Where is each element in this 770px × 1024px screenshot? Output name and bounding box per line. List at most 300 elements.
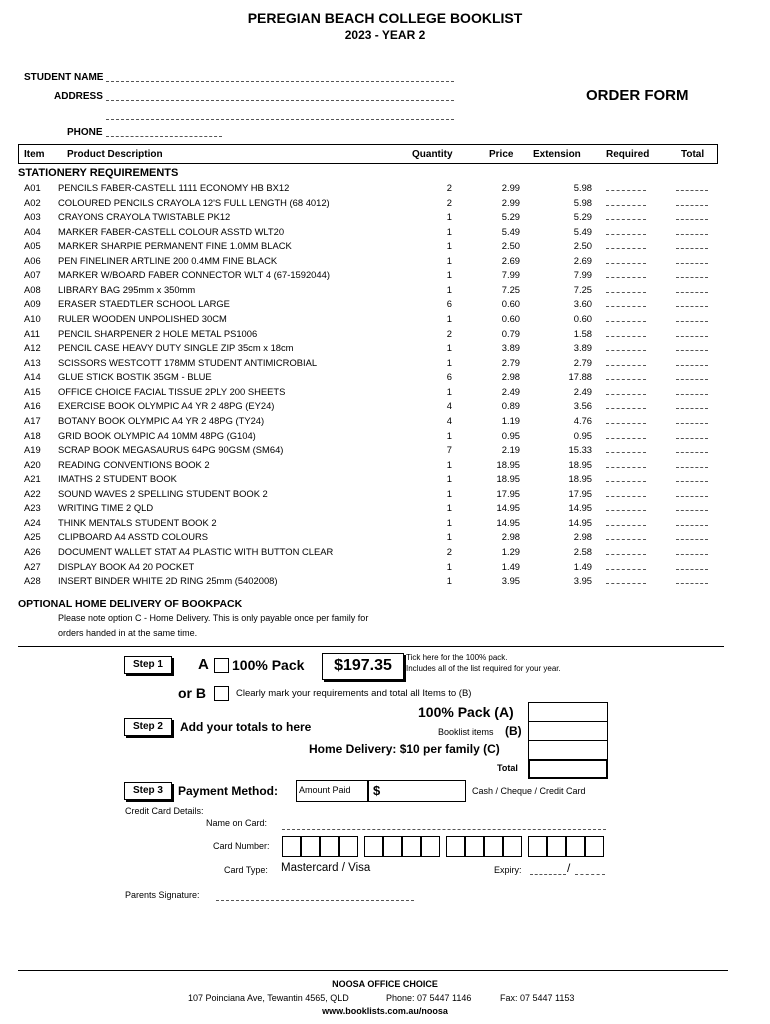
total-field[interactable] — [676, 321, 708, 322]
item-quantity: 1 — [446, 313, 452, 325]
item-quantity: 1 — [446, 269, 452, 281]
required-field[interactable] — [606, 190, 646, 191]
footer-fax: Fax: 07 5447 1153 — [500, 993, 575, 1003]
table-row — [0, 342, 770, 357]
item-description: SCRAP BOOK MEGASAURUS 64PG 90GSM (SM64) — [58, 444, 284, 456]
item-price: 2.98 — [501, 371, 520, 383]
step2-label: Step 2 — [124, 718, 172, 736]
total-field[interactable] — [676, 219, 708, 220]
card-digit-box[interactable] — [446, 836, 465, 857]
item-price: 7.25 — [501, 283, 520, 295]
table-row — [0, 371, 770, 386]
required-field[interactable] — [606, 438, 646, 439]
item-price: 1.19 — [501, 414, 520, 426]
table-row — [0, 269, 770, 284]
item-extension: 17.95 — [568, 487, 592, 499]
add-totals-label: Add your totals to here — [180, 720, 312, 734]
item-description: SCISSORS WESTCOTT 178MM STUDENT ANTIMICROBIAL — [58, 356, 318, 368]
item-price: 0.60 — [501, 298, 520, 310]
item-extension: 1.58 — [573, 327, 592, 339]
total-field[interactable] — [676, 496, 708, 497]
total-field[interactable] — [676, 336, 708, 337]
card-digit-box[interactable] — [320, 836, 339, 857]
table-row — [0, 298, 770, 313]
item-extension: 3.56 — [573, 400, 592, 412]
required-field[interactable] — [606, 205, 646, 206]
item-extension: 2.50 — [573, 240, 592, 252]
item-price: 2.50 — [501, 240, 520, 252]
card-digit-box[interactable] — [364, 836, 383, 857]
total-field[interactable] — [676, 292, 708, 293]
required-field[interactable] — [606, 263, 646, 264]
footer-website[interactable]: www.booklists.com.au/noosa — [322, 1006, 448, 1016]
total-field[interactable] — [676, 190, 708, 191]
item-price: 14.95 — [496, 516, 520, 528]
item-extension: 14.95 — [568, 516, 592, 528]
item-quantity: 1 — [446, 342, 452, 354]
required-field[interactable] — [606, 423, 646, 424]
total-field[interactable] — [676, 234, 708, 235]
col-total: Total — [681, 149, 705, 160]
student-name-field[interactable] — [106, 81, 454, 82]
card-number-label: Card Number: — [213, 841, 270, 851]
col-item: Item — [24, 149, 45, 160]
item-extension: 4.76 — [573, 414, 592, 426]
delivery-heading: OPTIONAL HOME DELIVERY OF BOOKPACK — [18, 598, 243, 610]
divider — [18, 646, 724, 647]
item-price: 1.29 — [501, 546, 520, 557]
item-price: 2.99 — [501, 182, 520, 193]
item-quantity: 2 — [446, 546, 452, 557]
student-name-label: STUDENT NAME — [24, 72, 104, 83]
item-description: EXERCISE BOOK OLYMPIC A4 YR 2 48PG (EY24) — [58, 400, 275, 412]
item-quantity: 1 — [446, 473, 452, 485]
item-description: GLUE STICK BOSTIK 35GM - BLUE — [58, 371, 212, 383]
item-code: A11 — [24, 327, 40, 339]
item-description: PENCIL CASE HEAVY DUTY SINGLE ZIP 35cm x 18cm — [58, 342, 294, 354]
total-field[interactable] — [676, 394, 708, 395]
address-label: ADDRESS — [54, 91, 103, 102]
item-price: 2.49 — [501, 385, 520, 397]
table-row — [0, 240, 770, 255]
item-extension: 3.60 — [573, 298, 592, 310]
required-field[interactable] — [606, 277, 646, 278]
table-row — [0, 182, 770, 197]
item-code: A17 — [24, 414, 41, 426]
total-field[interactable] — [676, 467, 708, 468]
required-field[interactable] — [606, 583, 646, 584]
booklist-items-label: Booklist items — [438, 727, 494, 737]
table-row — [0, 459, 770, 474]
total-field[interactable] — [676, 205, 708, 206]
required-field[interactable] — [606, 350, 646, 351]
total-field[interactable] — [676, 408, 708, 409]
required-field[interactable] — [606, 292, 646, 293]
required-field[interactable] — [606, 496, 646, 497]
item-description: IMATHS 2 STUDENT BOOK — [58, 473, 177, 485]
card-type-value: Mastercard / Visa — [281, 862, 371, 874]
card-digit-box[interactable] — [484, 836, 503, 857]
item-price: 14.95 — [496, 502, 520, 514]
card-digit-box[interactable] — [528, 836, 547, 857]
b-letter: (B) — [505, 724, 522, 738]
item-quantity: 2 — [446, 327, 452, 339]
amount-paid-input[interactable] — [368, 780, 466, 802]
required-field[interactable] — [606, 510, 646, 511]
expiry-month-field[interactable] — [530, 874, 566, 875]
cc-details-label: Credit Card Details: — [125, 806, 204, 816]
required-field[interactable] — [606, 336, 646, 337]
item-description: BOTANY BOOK OLYMPIC A4 YR 2 48PG (TY24) — [58, 414, 265, 426]
item-quantity: 6 — [446, 371, 452, 383]
item-code: A10 — [24, 313, 41, 325]
table-row — [0, 211, 770, 226]
payment-options: Cash / Cheque / Credit Card — [472, 786, 586, 796]
home-delivery-label: Home Delivery: $10 per family (C) — [309, 742, 500, 756]
item-extension: 3.95 — [573, 575, 592, 587]
item-description: MARKER SHARPIE PERMANENT FINE 1.0MM BLACK — [58, 240, 292, 252]
item-extension: 14.95 — [568, 502, 592, 514]
item-extension: 5.98 — [573, 196, 592, 208]
item-extension: 18.95 — [568, 473, 592, 485]
table-row — [0, 284, 770, 299]
tick-note-2: Includes all of the list required for your year. — [406, 664, 561, 673]
total-field[interactable] — [676, 248, 708, 249]
table-row — [0, 561, 770, 576]
option-b-letter: or B — [178, 685, 206, 701]
table-row — [0, 430, 770, 445]
card-digit-box[interactable] — [402, 836, 421, 857]
table-row — [0, 328, 770, 343]
required-field[interactable] — [606, 321, 646, 322]
required-field[interactable] — [606, 365, 646, 366]
required-field[interactable] — [606, 452, 646, 453]
item-code: A27 — [24, 560, 41, 572]
required-field[interactable] — [606, 539, 646, 540]
total-field[interactable] — [676, 525, 708, 526]
col-required: Required — [606, 149, 650, 160]
item-code: A22 — [24, 487, 41, 499]
item-description: READING CONVENTIONS BOOK 2 — [58, 458, 210, 470]
pack-price-box — [322, 653, 404, 680]
item-code: A07 — [24, 269, 41, 281]
expiry-separator: / — [567, 861, 571, 875]
item-quantity: 1 — [446, 385, 452, 397]
item-quantity: 1 — [446, 487, 452, 499]
pack-a-input[interactable] — [528, 702, 608, 722]
item-code: A23 — [24, 502, 41, 514]
footer-address: 107 Poinciana Ave, Tewantin 4565, QLD — [188, 993, 349, 1003]
item-code: A12 — [24, 342, 41, 354]
delivery-note-2: orders handed in at the same time. — [58, 628, 198, 638]
item-code: A09 — [24, 298, 41, 310]
required-field[interactable] — [606, 234, 646, 235]
card-digit-box[interactable] — [566, 836, 585, 857]
item-price: 2.69 — [501, 254, 520, 266]
option-b-checkbox[interactable] — [214, 686, 229, 701]
item-price: 0.79 — [501, 327, 520, 339]
required-field[interactable] — [606, 554, 646, 555]
table-row — [0, 488, 770, 503]
item-price: 18.95 — [496, 458, 520, 470]
item-extension: 7.99 — [573, 269, 592, 281]
table-row — [0, 357, 770, 372]
item-code: A16 — [24, 400, 41, 412]
col-price: Price — [489, 149, 514, 160]
total-field[interactable] — [676, 452, 708, 453]
item-code: A20 — [24, 458, 41, 470]
signature-field[interactable] — [216, 900, 414, 901]
pack-a-label: 100% Pack (A) — [418, 704, 514, 720]
item-code: A28 — [24, 575, 41, 587]
item-quantity: 2 — [446, 196, 452, 208]
table-row — [0, 575, 770, 590]
item-code: A21 — [24, 473, 41, 485]
item-extension: 2.69 — [573, 254, 592, 266]
item-description: CLIPBOARD A4 ASSTD COLOURS — [58, 531, 209, 543]
item-price: 1.49 — [501, 560, 520, 572]
expiry-label: Expiry: — [494, 865, 522, 875]
item-price: 5.49 — [501, 225, 520, 237]
card-digit-box[interactable] — [547, 836, 566, 857]
item-code: A08 — [24, 283, 41, 295]
item-code: A01 — [24, 182, 41, 193]
item-description: MARKER W/BOARD FABER CONNECTOR WLT 4 (67-1592044) — [58, 269, 330, 281]
item-code: A14 — [24, 371, 41, 383]
signature-label: Parents Signature: — [125, 890, 200, 900]
dollar-sign: $ — [373, 783, 381, 798]
item-price: 0.95 — [501, 429, 520, 441]
required-field[interactable] — [606, 306, 646, 307]
table-row — [0, 517, 770, 532]
total-field[interactable] — [676, 306, 708, 307]
option-a-checkbox[interactable] — [214, 658, 229, 673]
card-digit-box[interactable] — [339, 836, 358, 857]
total-field[interactable] — [676, 539, 708, 540]
item-code: A02 — [24, 196, 41, 208]
page-title: PEREGIAN BEACH COLLEGE BOOKLIST — [247, 10, 523, 26]
item-description: SOUND WAVES 2 SPELLING STUDENT BOOK 2 — [58, 487, 268, 499]
payment-method-label: Payment Method: — [178, 784, 279, 798]
page-subtitle: 2023 - YEAR 2 — [344, 28, 426, 42]
card-digit-box[interactable] — [383, 836, 402, 857]
tick-note-1: Tick here for the 100% pack. — [406, 653, 508, 662]
item-description: GRID BOOK OLYMPIC A4 10MM 48PG (G104) — [58, 429, 256, 441]
item-code: A13 — [24, 356, 41, 368]
option-b-text: Clearly mark your requirements and total all Items to (B) — [236, 688, 472, 699]
step1-label: Step 1 — [124, 656, 172, 674]
name-on-card-label: Name on Card: — [206, 818, 268, 828]
step3-label: Step 3 — [124, 782, 172, 800]
item-quantity: 1 — [446, 560, 452, 572]
item-description: ERASER STAEDTLER SCHOOL LARGE — [58, 298, 230, 310]
item-price: 2.98 — [501, 531, 520, 543]
card-digit-box[interactable] — [585, 836, 604, 857]
address-field[interactable] — [106, 100, 454, 101]
total-field[interactable] — [676, 583, 708, 584]
total-label: Total — [497, 763, 518, 773]
required-field[interactable] — [606, 569, 646, 570]
name-on-card-field[interactable] — [282, 829, 606, 830]
table-row — [0, 444, 770, 459]
table-row — [0, 473, 770, 488]
phone-label: PHONE — [67, 127, 103, 138]
item-price: 2.19 — [501, 444, 520, 456]
table-row — [0, 226, 770, 241]
item-quantity: 1 — [446, 254, 452, 266]
item-description: LIBRARY BAG 295mm x 350mm — [58, 283, 196, 295]
item-extension: 15.33 — [568, 444, 592, 456]
item-description: PENCILS FABER-CASTELL 1111 ECONOMY HB BX12 — [58, 182, 290, 193]
item-quantity: 1 — [446, 531, 452, 543]
item-extension: 3.89 — [573, 342, 592, 354]
item-code: A04 — [24, 225, 41, 237]
item-price: 7.99 — [501, 269, 520, 281]
item-description: DISPLAY BOOK A4 20 POCKET — [58, 560, 195, 572]
item-extension: 5.49 — [573, 225, 592, 237]
card-type-label: Card Type: — [224, 865, 268, 875]
item-price: 3.89 — [501, 342, 520, 354]
total-field[interactable] — [676, 350, 708, 351]
total-field[interactable] — [676, 423, 708, 424]
item-code: A15 — [24, 385, 41, 397]
phone-field[interactable] — [106, 136, 222, 137]
item-code: A19 — [24, 444, 41, 456]
item-extension: 17.88 — [568, 371, 592, 383]
item-quantity: 6 — [446, 298, 452, 310]
item-quantity: 1 — [446, 502, 452, 514]
item-code: A06 — [24, 254, 41, 266]
amount-paid-label: Amount Paid — [299, 785, 351, 795]
table-row — [0, 502, 770, 517]
item-extension: 2.98 — [573, 531, 592, 543]
pack-label: 100% Pack — [232, 657, 305, 673]
item-code: A18 — [24, 429, 41, 441]
required-field[interactable] — [606, 481, 646, 482]
item-description: PEN FINELINER ARTLINE 200 0.4MM FINE BLACK — [58, 254, 278, 266]
table-row — [0, 531, 770, 546]
required-field[interactable] — [606, 248, 646, 249]
item-extension: 0.60 — [573, 313, 592, 325]
table-row — [0, 197, 770, 212]
card-digit-box[interactable] — [301, 836, 320, 857]
item-extension: 7.25 — [573, 283, 592, 295]
total-field[interactable] — [676, 481, 708, 482]
item-extension: 5.98 — [573, 182, 592, 193]
item-description: CRAYONS CRAYOLA TWISTABLE PK12 — [58, 211, 231, 223]
total-field[interactable] — [676, 379, 708, 380]
item-quantity: 1 — [446, 575, 452, 587]
col-extension: Extension — [533, 149, 581, 160]
item-extension: 2.49 — [573, 385, 592, 397]
required-field[interactable] — [606, 525, 646, 526]
card-digit-box[interactable] — [465, 836, 484, 857]
item-price: 0.60 — [501, 313, 520, 325]
total-field[interactable] — [676, 554, 708, 555]
total-field[interactable] — [676, 438, 708, 439]
item-description: WRITING TIME 2 QLD — [58, 502, 154, 514]
expiry-year-field[interactable] — [575, 874, 605, 875]
item-code: A24 — [24, 516, 41, 528]
item-price: 0.89 — [501, 400, 520, 412]
section-heading: STATIONERY REQUIREMENTS — [18, 167, 179, 179]
table-row — [0, 415, 770, 430]
order-form-heading: ORDER FORM — [586, 87, 689, 104]
item-description: MARKER FABER-CASTELL COLOUR ASSTD WLT20 — [58, 225, 285, 237]
item-quantity: 1 — [446, 516, 452, 528]
table-row — [0, 255, 770, 270]
item-description: COLOURED PENCILS CRAYOLA 12'S FULL LENGTH (68 4012) — [58, 196, 330, 208]
item-extension: 2.58 — [573, 546, 592, 557]
total-field[interactable] — [676, 510, 708, 511]
total-field[interactable] — [676, 263, 708, 264]
table-row — [0, 400, 770, 415]
col-quantity: Quantity — [412, 149, 453, 160]
footer-phone: Phone: 07 5447 1146 — [386, 993, 472, 1003]
required-field[interactable] — [606, 379, 646, 380]
option-a-letter: A — [198, 656, 209, 673]
item-extension: 0.95 — [573, 429, 592, 441]
item-description: DOCUMENT WALLET STAT A4 PLASTIC WITH BUTTON CLEAR — [58, 546, 334, 557]
table-row — [0, 546, 770, 561]
item-quantity: 1 — [446, 225, 452, 237]
required-field[interactable] — [606, 219, 646, 220]
card-digit-box[interactable] — [282, 836, 301, 857]
home-delivery-input[interactable] — [528, 740, 608, 760]
item-price: 2.79 — [501, 356, 520, 368]
required-field[interactable] — [606, 467, 646, 468]
table-header — [18, 144, 718, 164]
item-quantity: 1 — [446, 429, 452, 441]
item-description: RULER WOODEN UNPOLISHED 30CM — [58, 313, 227, 325]
total-field[interactable] — [676, 365, 708, 366]
required-field[interactable] — [606, 394, 646, 395]
item-description: PENCIL SHARPENER 2 HOLE METAL PS1006 — [58, 327, 258, 339]
total-field[interactable] — [676, 569, 708, 570]
card-number-input[interactable] — [282, 836, 608, 857]
delivery-note-1: Please note option C - Home Delivery. This is only payable once per family for — [58, 613, 369, 623]
item-price: 17.95 — [496, 487, 520, 499]
item-quantity: 1 — [446, 458, 452, 470]
item-description: INSERT BINDER WHITE 2D RING 25mm (5402008) — [58, 575, 278, 587]
total-input[interactable] — [528, 759, 608, 779]
item-code: A25 — [24, 531, 41, 543]
table-row — [0, 386, 770, 401]
table-row — [0, 313, 770, 328]
card-digit-box[interactable] — [421, 836, 440, 857]
amount-paid-label-box — [296, 780, 368, 802]
item-extension: 5.29 — [573, 211, 592, 223]
item-quantity: 7 — [446, 444, 452, 456]
required-field[interactable] — [606, 408, 646, 409]
item-code: A05 — [24, 240, 41, 252]
footer-divider — [18, 970, 728, 971]
total-field[interactable] — [676, 277, 708, 278]
item-price: 5.29 — [501, 211, 520, 223]
item-quantity: 1 — [446, 283, 452, 295]
pack-price: $197.35 — [334, 657, 392, 674]
card-digit-box[interactable] — [503, 836, 522, 857]
item-price: 2.99 — [501, 196, 520, 208]
col-description: Product Description — [67, 149, 163, 160]
address-field-line2[interactable] — [106, 119, 454, 120]
item-price: 3.95 — [501, 575, 520, 587]
booklist-items-input[interactable] — [528, 721, 608, 741]
item-code: A26 — [24, 546, 41, 557]
item-extension: 1.49 — [573, 560, 592, 572]
item-price: 18.95 — [496, 473, 520, 485]
item-quantity: 4 — [446, 400, 452, 412]
